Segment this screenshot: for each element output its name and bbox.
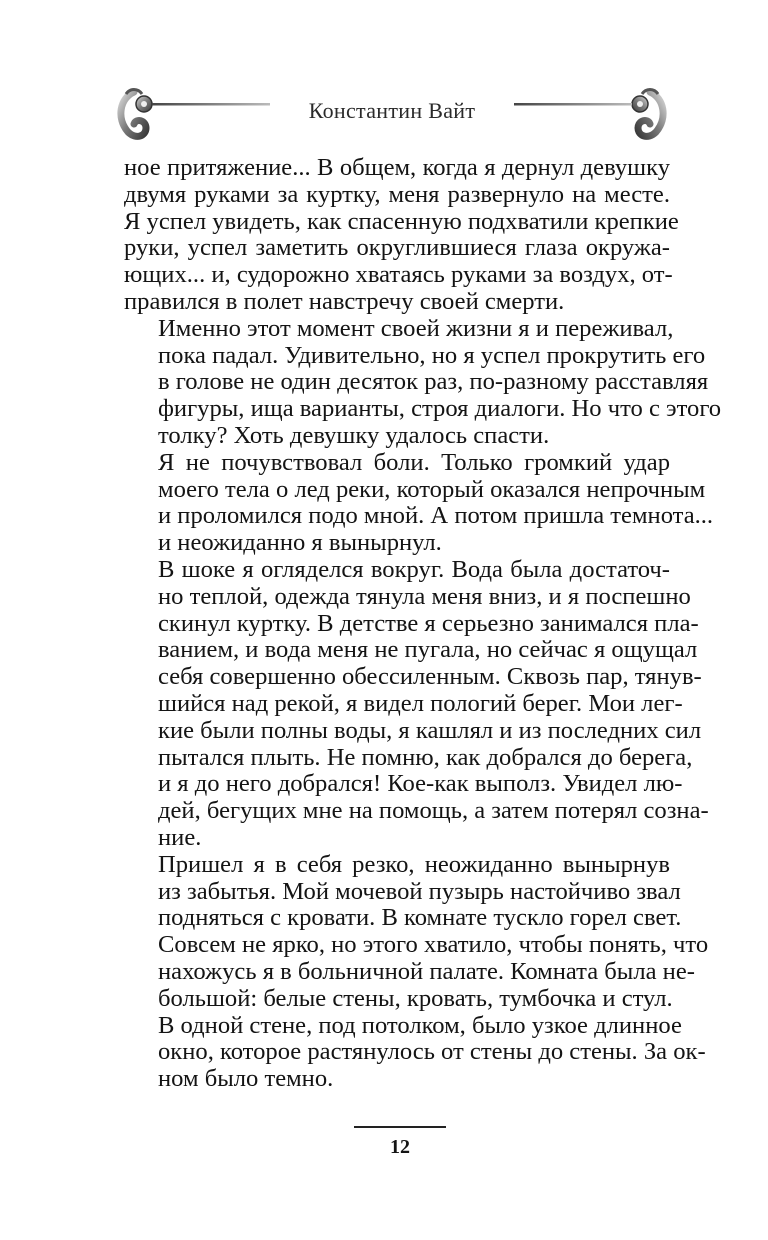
text-line: и я до него добрался! Кое-как выполз. Увидел лю- [158, 770, 683, 798]
text-line: но теплой, одежда тянула меня вниз, и я поспешно [158, 582, 691, 610]
text-line: ванием, и вода меня не пугала, но сейчас я ощущал [158, 636, 698, 664]
page-number: 12 [390, 1136, 410, 1158]
text-line: большой: белые стены, кровать, тумбочка и стул. [158, 984, 673, 1012]
text-line: руки, успел заметить округлившиеся глаза окружа- [124, 234, 670, 262]
footer-rule [354, 1126, 446, 1128]
text-line: Именно этот момент своей жизни я и переживал, [158, 314, 674, 342]
text-line: Пришел я в себя резко, неожиданно вынырнув [158, 850, 670, 878]
text-line: Я не почувствовал боли. Только громкий удар [158, 448, 670, 476]
text-line: из забытья. Мой мочевой пузырь настойчиво звал [158, 877, 681, 905]
text-line: правился в полет навстречу своей смерти. [124, 287, 565, 315]
running-title: Константин Вайт [308, 98, 476, 123]
text-line: моего тела о лед реки, который оказался непрочным [158, 475, 706, 503]
text-line: нахожусь я в больничной палате. Комната была не- [158, 957, 695, 985]
paragraph [124, 314, 722, 450]
text-line: в голове не один десяток раз, по-разному расставляя [158, 368, 709, 396]
paragraph [124, 850, 709, 1093]
text-line: ное притяжение... В общем, когда я дернул девушку [124, 154, 670, 181]
text-line: шийся над рекой, я видел пологий берег. Мои лег- [158, 689, 683, 717]
text-line: дей, бегущих мне на помощь, а затем потерял созна- [158, 797, 709, 825]
text-line: Совсем не ярко, но этого хватило, чтобы понять, что [158, 931, 709, 959]
paragraph [124, 555, 709, 852]
paragraph [124, 448, 714, 557]
paragraph [124, 154, 679, 316]
text-line: пытался плыть. Не помню, как добрался до берега, [158, 743, 693, 771]
text-line: двумя руками за куртку, меня развернуло на месте. [124, 180, 670, 208]
text-line: себя совершенно обессиленным. Сквозь пар, тянув- [158, 663, 702, 691]
text-line: скинул куртку. В детстве я серьезно занимался пла- [158, 609, 699, 637]
text-line: толку? Хоть девушку удалось спасти. [158, 421, 550, 449]
text-line: фигуры, ища варианты, строя диалоги. Но что с этого [158, 395, 722, 423]
text-line: ющих... и, судорожно хватаясь руками за воздух, от- [124, 261, 673, 289]
text-line: и проломился подо мной. А потом пришла темнота... [158, 502, 714, 530]
text-line: подняться с кровати. В комнате тускло горел свет. [158, 904, 682, 932]
text-line: ном было темно. [158, 1065, 334, 1093]
text-line: пока падал. Удивительно, но я успел прокрутить его [158, 341, 706, 369]
text-line: В шоке я огляделся вокруг. Вода была достаточ- [158, 555, 670, 583]
text-line: В одной стене, под потолком, было узкое длинное [158, 1011, 682, 1039]
page-body [124, 154, 722, 1093]
text-line: кие были полны воды, я кашлял и из последних сил [158, 716, 702, 744]
text-line: окно, которое растянулось от стены до стены. За ок- [158, 1038, 706, 1066]
text-line: ние. [158, 823, 202, 851]
text-line: Я успел увидеть, как спасенную подхватили крепкие [124, 207, 679, 235]
text-line: и неожиданно я вынырнул. [158, 529, 442, 557]
page-header [112, 74, 672, 154]
